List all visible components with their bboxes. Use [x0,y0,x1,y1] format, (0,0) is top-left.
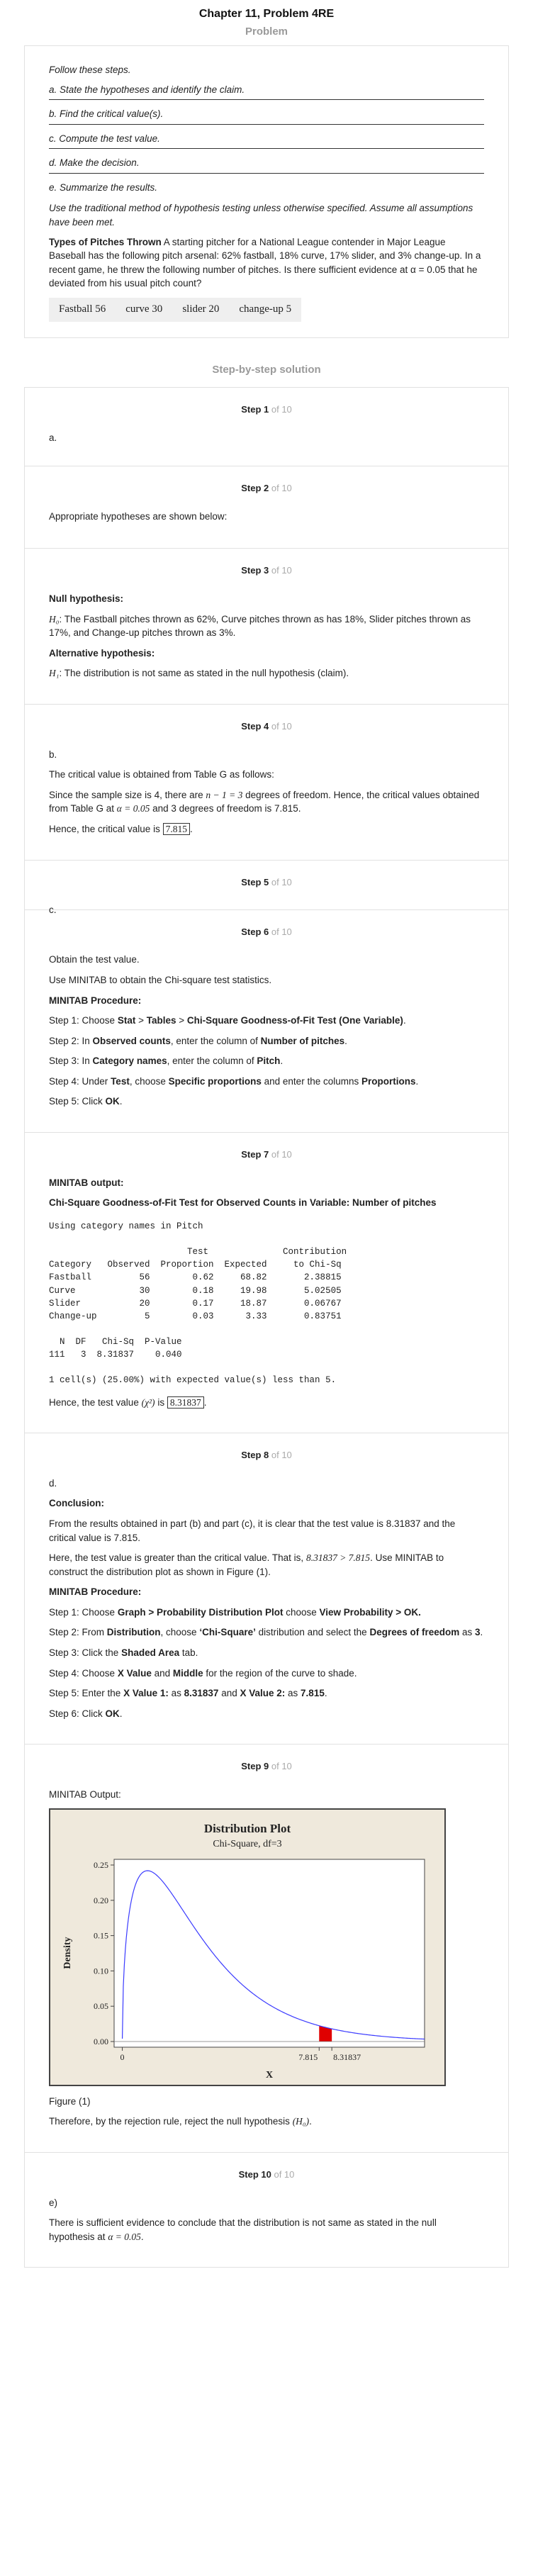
step-text: Since the sample size is 4, there are n − 1 = 3 degrees of freedom. Hence, the critical values obtained from Table G at α = 0.05 and 3 degrees of freedom is 7.815. [49,789,480,814]
problem-label: Problem [245,26,288,38]
final-conclusion: There is sufficient evidence to conclude that the distribution is not same as stated in the null hypothesis at α = 0.05. [49,2217,437,2242]
problem-body: A starting pitcher for a National League contender in Major League Baseball has the following pitch arsenal: 62% fastball, 18% curve, 17% slider, and 3% change-up. In a recent game, he threw the following number of pitches. Is there sufficient evidence at α = 0.05 that he deviated from his usual pitch count? [49,236,481,289]
conclusion-heading: Conclusion: [49,1498,104,1509]
y-tick-label: 0.15 [94,1930,108,1941]
step-text: Use MINITAB to obtain the Chi-square test statistics. [49,974,272,985]
y-tick-label: 0.00 [94,2036,108,2046]
part-label: d. [49,1477,57,1489]
step-4 [25,704,508,860]
step-header: Step 6 of 10 [241,926,292,937]
problem-panel [24,45,509,338]
step-text: a. [49,432,57,444]
procedure-step: Step 4: Choose X Value and Middle for the region of the curve to shade. [49,1667,357,1679]
part-label: b. [49,749,57,760]
problem-instruction: Use the traditional method of hypothesis testing unless otherwise specified. Assume all assumptions have been met. [49,203,473,228]
step-8 [25,1433,508,1744]
pitch-cell: curve 30 [125,303,163,315]
procedure-step: Step 2: In Observed counts, enter the column of Number of pitches. [49,1035,347,1046]
step-header: Step 2 of 10 [241,483,292,494]
x-axis-label: X [265,2069,274,2081]
pitch-cell: Fastball 56 [59,303,106,315]
problem-step-a: a. State the hypotheses and identify the claim. [49,83,484,101]
procedure-step: Step 2: From Distribution, choose ‘Chi-Square’ distribution and select the Degrees of freedom as 3. [49,1627,483,1638]
pitch-table [49,298,301,322]
output-heading: MINITAB output: [49,1177,124,1188]
chart-subtitle: Chi-Square, df=3 [213,1838,282,1849]
critical-value-line: Hence, the critical value is 7.815 . [49,824,193,834]
procedure-heading: MINITAB Procedure: [49,1586,142,1598]
procedure-step: Step 1: Choose Stat > Tables > Chi-Square Goodness-of-Fit Test (One Variable). [49,1015,406,1026]
problem-heading: Types of Pitches Thrown [49,236,162,247]
step-text: The critical value is obtained from Table G as follows: [49,769,274,780]
step-9 [25,1744,508,2152]
step-text: Obtain the test value. [49,954,140,965]
procedure-step: Step 5: Enter the X Value 1: as 8.31837 and X Value 2: as 7.815. [49,1688,327,1699]
pitch-cell: slider 20 [182,303,220,315]
procedure-step: Step 3: Click the Shaded Area tab. [49,1647,198,1658]
plot-area [114,1859,425,2047]
step-header: Step 1 of 10 [241,404,292,415]
alt-hypothesis: H₁: The distribution is not same as stated in the null hypothesis (claim). [49,668,349,679]
figure-caption: Figure (1) [49,2095,91,2107]
step-header: Step 4 of 10 [241,720,292,732]
step-header: Step 8 of 10 [241,1450,292,1461]
solution-steps [24,387,509,2268]
step-header: Step 9 of 10 [241,1761,292,1772]
pitch-cell: change-up 5 [239,303,292,315]
x-tick-label: 7.815 [298,2051,318,2062]
step-header: Step 10 of 10 [238,2168,295,2180]
step-6 [25,909,508,1132]
output-label: MINITAB Output: [49,1789,121,1801]
critical-value: 7.815 [163,823,190,835]
step-header: Step 3 of 10 [241,565,292,576]
x-tick-label: 0 [120,2051,125,2062]
alt-heading: Alternative hypothesis: [49,647,155,659]
procedure-step: Step 3: In Category names, enter the column of Pitch. [49,1055,284,1067]
step-7 [25,1132,508,1433]
test-value: 8.31837 [167,1396,204,1409]
problem-step-d: d. Make the decision. [49,156,484,174]
solution-title: Step-by-step solution [212,363,321,376]
null-heading: Null hypothesis: [49,593,124,605]
minitab-output-title: Chi-Square Goodness-of-Fit Test for Observed Counts in Variable: Number of pitches [49,1197,437,1209]
minitab-output: Using category names in Pitch Test Contribution Category Observed Proportion Expected to Chi-Sq Fastball 56 0.62 68.82 2.38815 Curve 30 0.18 19.98 5.02505 Slider 20 0.17 18.87 0.06767 Change-up 5 0.03 3.33 0.83751 N DF Chi-Sq P-Value 111 3 8.31837 0.040 1 cell(s) (25.00%) with expected value(s) less than 5. [49,1221,347,1386]
y-tick-label: 0.10 [94,1966,108,1976]
step-header: Step 7 of 10 [241,1148,292,1160]
problem-step-e: e. Summarize the results. [49,181,158,193]
procedure-step: Step 1: Choose Graph > Probability Distribution Plot choose View Probability > OK. [49,1606,421,1618]
problem-step-b: b. Find the critical value(s). [49,107,484,125]
distribution-plot-svg [50,1810,444,2085]
step-1 [25,388,508,466]
part-label: e) [49,2197,58,2208]
procedure-step: Step 6: Click OK. [49,1708,123,1719]
y-tick-label: 0.25 [94,1859,108,1870]
procedure-step: Step 4: Under Test, choose Specific proportions and enter the columns Proportions. [49,1075,419,1087]
problem-step-c: c. Compute the test value. [49,132,484,150]
y-tick-label: 0.20 [94,1895,108,1905]
step-10 [25,2152,508,2268]
procedure-step: Step 5: Click OK. [49,1096,123,1107]
chart-title: Distribution Plot [203,1821,291,1835]
page-title: Chapter 11, Problem 4RE [198,8,335,20]
step-text: Here, the test value is greater than the critical value. That is, 8.31837 > 7.815. Use MINITAB to construct the distribution plot as shown in Figure (1). [49,1552,444,1577]
procedure-heading: MINITAB Procedure: [49,995,142,1006]
test-value-line: Hence, the test value (χ²) is 8.31837 . [49,1396,207,1408]
y-axis-label: Density [62,1937,73,1969]
null-hypothesis: H₀: The Fastball pitches thrown as 62%, Curve pitches thrown as has 18%, Slider pitches thrown as 17%, and Change-up pitches thrown as 3%. [49,613,471,639]
step-header: Step 5 of 10 [241,876,292,887]
part-label: c. [49,905,57,916]
problem-intro: Follow these steps. [49,65,131,75]
step-5 [25,860,508,916]
distribution-plot [49,1808,446,2086]
x-tick-label: 8.31837 [333,2051,361,2062]
step-text: From the results obtained in part (b) and part (c), it is clear that the test value is 8.31837 and the critical value is 7.815. [49,1518,456,1543]
y-tick-label: 0.05 [94,2000,108,2011]
decision-line: Therefore, by the rejection rule, reject the null hypothesis (H₀). [49,2116,312,2127]
step-3 [25,548,508,704]
problem-statement [49,235,484,291]
step-2 [25,466,508,548]
step-text: Appropriate hypotheses are shown below: [49,511,228,522]
